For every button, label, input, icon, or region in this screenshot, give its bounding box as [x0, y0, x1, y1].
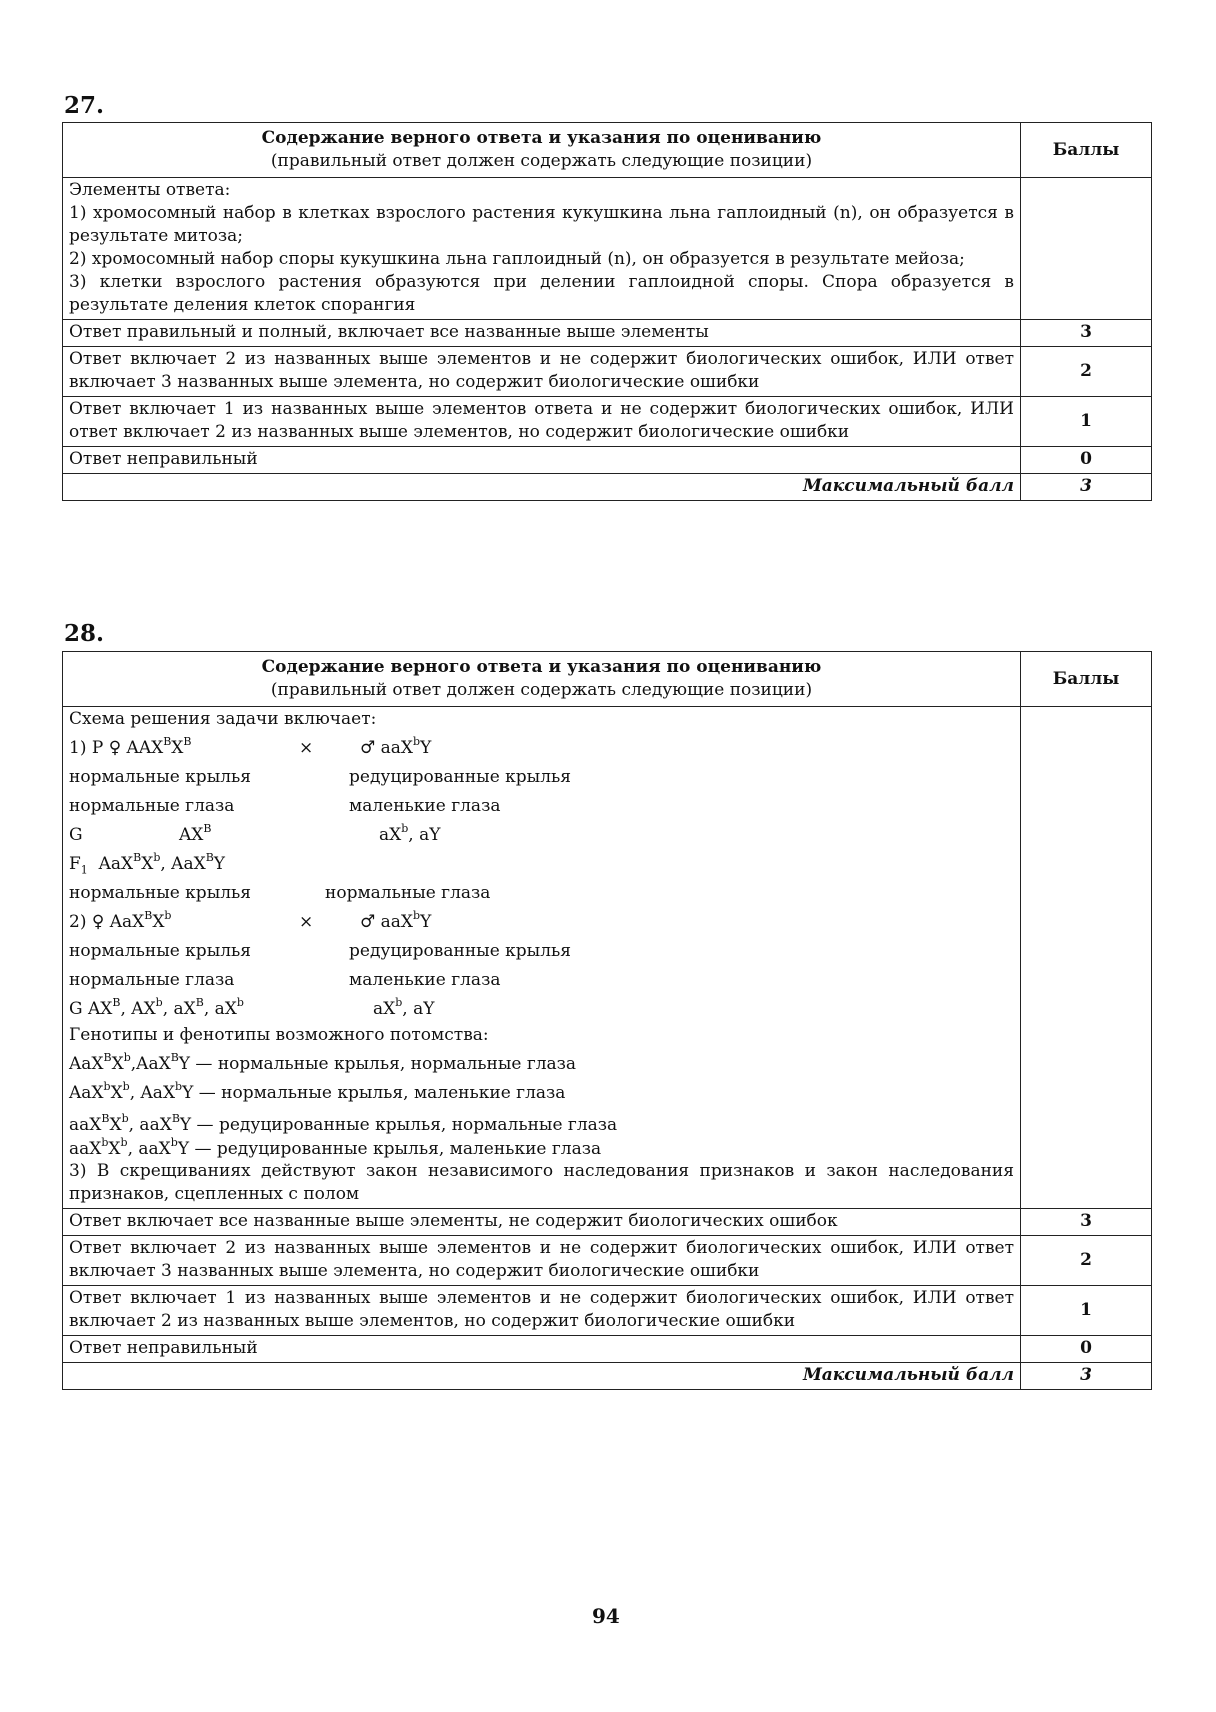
- offspring-phenotype: — редуцированные крылья, маленькие глаза: [189, 1139, 602, 1159]
- criterion-text: Ответ включает все названные выше элементы, не содержит биологических ошибок: [63, 1209, 1021, 1236]
- f1-row: [69, 847, 1014, 876]
- header-content-cell: [63, 652, 1021, 707]
- header-title: Содержание верного ответа и указания по оцениванию: [261, 657, 822, 677]
- female-genotype: $AAX^BX^B$: [126, 735, 192, 758]
- criterion-text: Ответ включает 2 из названных выше элементов и не содержит биологических ошибок, ИЛИ ответ включает 3 названных выше элемента, но содержит биологические ошибки: [63, 1236, 1021, 1286]
- female-gametes: $AX^B$, $AX^b$, $aX^B$, $aX^b$: [88, 996, 244, 1019]
- criterion-text: Ответ неправильный: [63, 1336, 1021, 1363]
- female-phenotype: нормальные крылья: [69, 941, 252, 961]
- cross-1-row: [69, 731, 1014, 760]
- max-score-row: [63, 1363, 1152, 1390]
- task-27-number: 27.: [64, 92, 105, 119]
- criterion-row: [63, 1236, 1152, 1286]
- f1-phenotype-row: [69, 876, 1014, 905]
- max-score-value: 3: [1021, 1363, 1152, 1390]
- offspring-title: Генотипы и фенотипы возможного потомства:: [69, 1025, 489, 1045]
- female-sign-icon: ♀: [91, 912, 105, 932]
- cross-2-label: 2): [69, 912, 87, 932]
- male-sign-icon: ♂: [360, 912, 376, 932]
- f1-label: F: [69, 854, 81, 874]
- offspring-genotypes: $aaX^BX^b$, aaX$^B$Y: [69, 1112, 192, 1135]
- male-gametes: $aX^b$, aY: [373, 996, 435, 1019]
- criterion-row: [63, 397, 1152, 447]
- male-phenotype: редуцированные крылья: [349, 767, 571, 787]
- male-phenotype: редуцированные крылья: [349, 941, 571, 961]
- criterion-row: [63, 447, 1152, 474]
- male-genotype: aaX$^b$Y: [380, 909, 432, 932]
- f1-wings: нормальные крылья: [69, 883, 252, 903]
- offspring-genotypes: $AaX^BX^b,AaX^BY$: [69, 1051, 191, 1074]
- criterion-row: [63, 1286, 1152, 1336]
- table-header-row: [63, 652, 1152, 707]
- header-points: Баллы: [1021, 652, 1152, 707]
- criterion-row: [63, 1209, 1152, 1236]
- male-phenotype: маленькие глаза: [349, 796, 501, 816]
- phenotype-row: [69, 963, 1014, 992]
- male-gametes: $aX^b$, aY: [379, 822, 441, 845]
- criterion-points: 2: [1021, 1236, 1152, 1286]
- offspring-line: [69, 1050, 1014, 1079]
- criterion-text: Ответ включает 1 из названных выше элементов ответа и не содержит биологических ошибок, ИЛИ ответ включает 2 из названных выше элементов, но содержит биологические ошибки: [63, 397, 1021, 447]
- element-2: 2) хромосомный набор споры кукушкина льна гаплоидный (n), он образуется в результате мейоза;: [69, 249, 965, 269]
- male-genotype: aaX$^b$Y: [380, 735, 432, 758]
- max-score-value: 3: [1021, 474, 1152, 501]
- criterion-row: [63, 347, 1152, 397]
- female-phenotype: нормальные глаза: [69, 970, 235, 990]
- cross-2-row: [69, 905, 1014, 934]
- cross-1-label: 1) P: [69, 738, 104, 758]
- task-28-table: [62, 651, 1152, 1390]
- criterion-text: Ответ правильный и полный, включает все названные выше элементы: [63, 320, 1021, 347]
- gametes-2-row: [69, 992, 1014, 1021]
- max-score-label: Максимальный балл: [63, 474, 1021, 501]
- criterion-row: [63, 320, 1152, 347]
- offspring-line: [69, 1138, 1014, 1160]
- max-score-row: [63, 474, 1152, 501]
- elements-row: [63, 178, 1152, 320]
- gametes-label: G: [69, 825, 83, 845]
- criterion-text: Ответ включает 1 из названных выше элементов и не содержит биологических ошибок, ИЛИ ответ включает 2 из названных выше элементов, но содержит биологические ошибки: [63, 1286, 1021, 1336]
- female-sign-icon: ♀: [108, 738, 122, 758]
- answer-elements: [63, 178, 1021, 320]
- page-number: 94: [592, 1604, 620, 1628]
- element-1: 1) хромосомный набор в клетках взрослого растения кукушкина льна гаплоидный (n), он образуется в результате митоза;: [69, 203, 1014, 246]
- task-27-table: [62, 122, 1152, 501]
- cross-sign: ×: [299, 738, 314, 758]
- header-subtitle: (правильный ответ должен содержать следующие позиции): [270, 680, 813, 700]
- phenotype-row: [69, 789, 1014, 818]
- criterion-points: 3: [1021, 1209, 1152, 1236]
- empty-points-cell: [1021, 178, 1152, 320]
- answer-elements: [63, 707, 1021, 1209]
- male-phenotype: маленькие глаза: [349, 970, 501, 990]
- f1-label-sub: 1: [80, 863, 88, 877]
- elements-title: Элементы ответа:: [69, 180, 231, 200]
- task-28-number: 28.: [64, 620, 105, 647]
- elements-row: [63, 707, 1152, 1209]
- phenotype-row: [69, 934, 1014, 963]
- f1-eyes: нормальные глаза: [325, 883, 491, 903]
- f1-genotypes: $AaX^BX^b$, AaX$^B$Y: [98, 851, 226, 874]
- header-title: Содержание верного ответа и указания по оцениванию: [261, 128, 822, 148]
- header-points: Баллы: [1021, 123, 1152, 178]
- female-phenotype: нормальные глаза: [69, 796, 235, 816]
- criterion-points: 3: [1021, 320, 1152, 347]
- criterion-row: [63, 1336, 1152, 1363]
- gametes-label: G: [69, 999, 83, 1019]
- empty-points-cell: [1021, 707, 1152, 1209]
- conclusion: 3) В скрещиваниях действуют закон независимого наследования признаков и закон наследования признаков, сцепленных с полом: [69, 1161, 1014, 1204]
- max-score-label: Максимальный балл: [63, 1363, 1021, 1390]
- offspring-phenotype: — редуцированные крылья, нормальные глаза: [191, 1115, 618, 1135]
- header-content-cell: [63, 123, 1021, 178]
- criterion-points: 1: [1021, 1286, 1152, 1336]
- offspring-phenotype: — нормальные крылья, нормальные глаза: [190, 1054, 577, 1074]
- table-header-row: [63, 123, 1152, 178]
- male-sign-icon: ♂: [360, 738, 376, 758]
- gametes-1-row: [69, 818, 1014, 847]
- criterion-points: 1: [1021, 397, 1152, 447]
- female-genotype: $AaX^BX^b$: [109, 909, 172, 932]
- criterion-text: Ответ неправильный: [63, 447, 1021, 474]
- criterion-points: 0: [1021, 447, 1152, 474]
- phenotype-row: [69, 760, 1014, 789]
- offspring-line: [69, 1112, 1014, 1138]
- offspring-genotypes: $AaX^bX^b$, AaX$^b$Y: [69, 1080, 194, 1103]
- cross-sign: ×: [299, 912, 314, 932]
- criterion-points: 0: [1021, 1336, 1152, 1363]
- criterion-points: 2: [1021, 347, 1152, 397]
- element-3: 3) клетки взрослого растения образуются при делении гаплоидной споры. Спора образуется в результате деления клеток спорангия: [69, 272, 1014, 315]
- header-subtitle: (правильный ответ должен содержать следующие позиции): [270, 151, 813, 171]
- scheme-title: Схема решения задачи включает:: [69, 709, 377, 729]
- offspring-genotypes: $aaX^bX^b$, aaX$^b$Y: [69, 1136, 190, 1159]
- offspring-line: [69, 1079, 1014, 1108]
- offspring-phenotype: — нормальные крылья, маленькие глаза: [193, 1083, 566, 1103]
- female-gametes: $AX^B$: [179, 822, 212, 845]
- female-phenotype: нормальные крылья: [69, 767, 252, 787]
- criterion-text: Ответ включает 2 из названных выше элементов и не содержит биологических ошибок, ИЛИ ответ включает 3 названных выше элемента, но содержит биологические ошибки: [63, 347, 1021, 397]
